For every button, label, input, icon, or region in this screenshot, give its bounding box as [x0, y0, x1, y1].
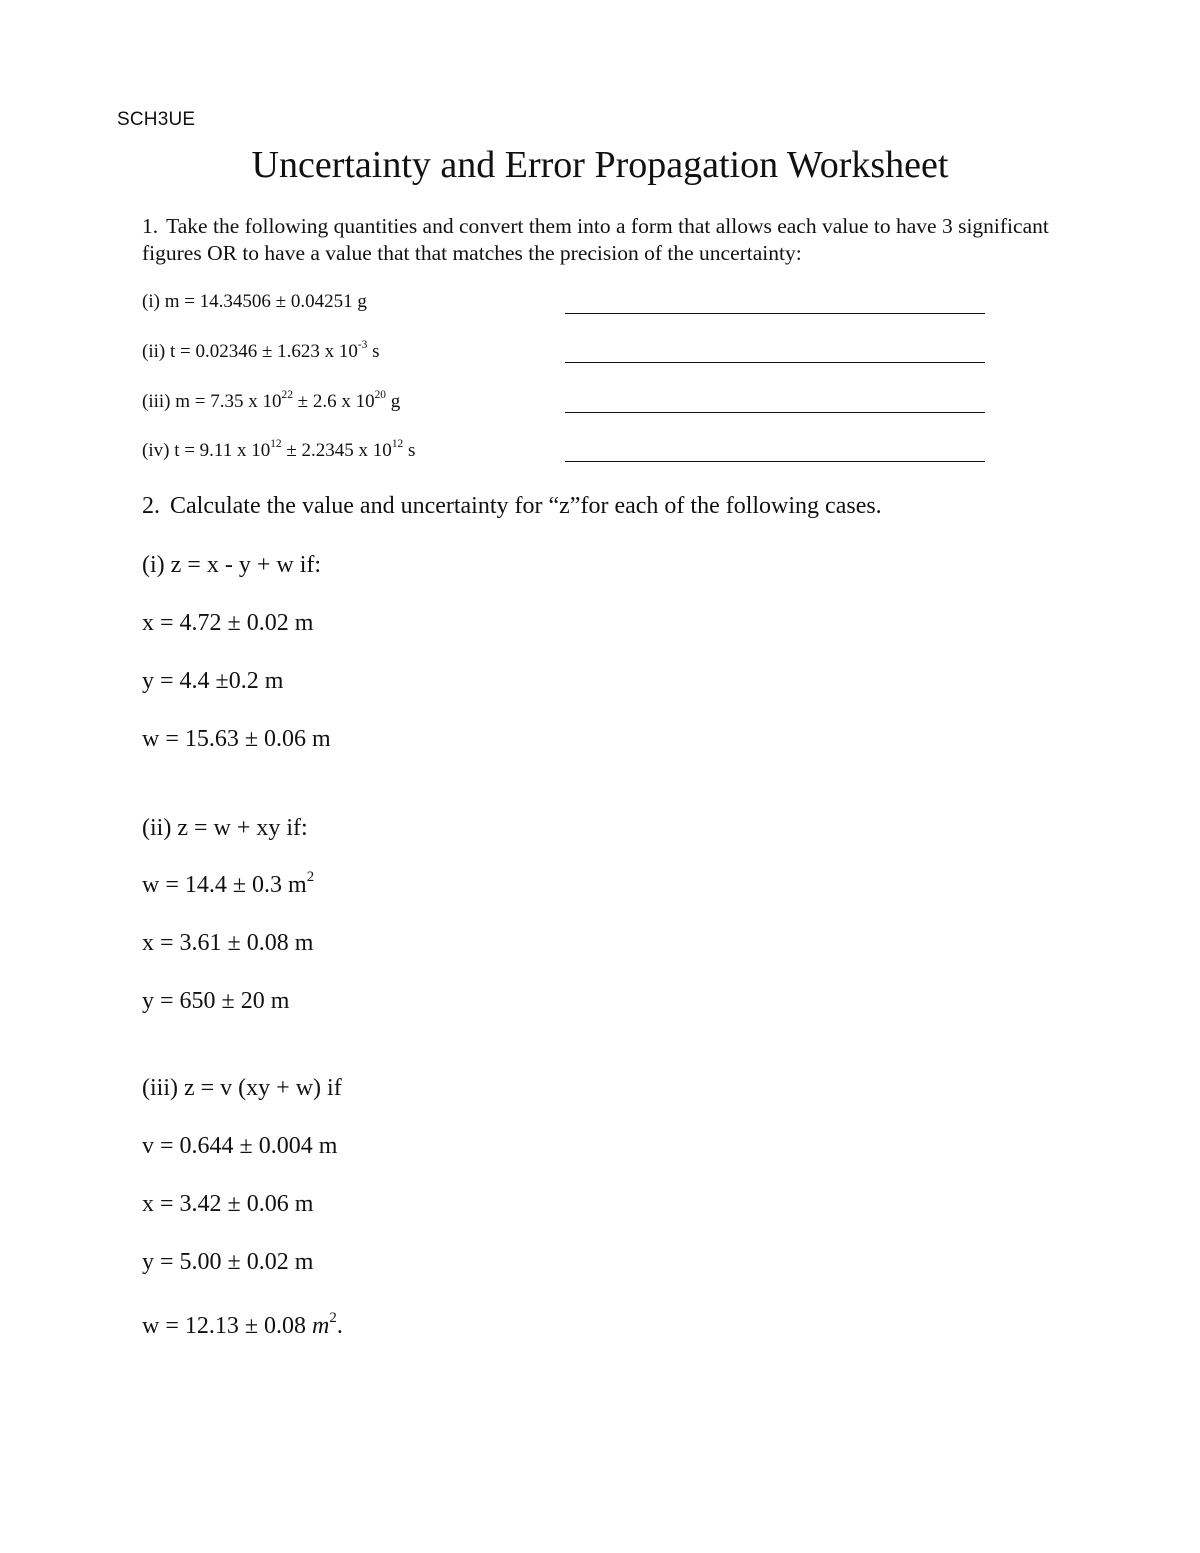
q1-item-ii: (ii) t = 0.02346 ± 1.623 x $10^{-3}$ s: [142, 338, 380, 362]
part-iii-line-x: x = 3.42 ± 0.06 m: [142, 1191, 314, 1217]
part-i-line-x: x = 4.72 ± 0.02 m: [142, 610, 314, 636]
part-i-heading: (i) z = x - y + w if:: [142, 552, 322, 578]
question-1-text: Take the following quantities and convert them into a form that allows each value to have 3 significant figures OR to have a value that that matches the precision of the uncertainty:: [142, 214, 1049, 265]
part-iii-heading: (iii) z = v (xy + w) if: [142, 1075, 342, 1101]
q1-item-i-answer-line[interactable]: [565, 313, 985, 314]
q1-item-iv-answer-line[interactable]: [565, 461, 985, 462]
part-iii-line-y: y = 5.00 ± 0.02 m: [142, 1249, 314, 1275]
q1-item-ii-answer-line[interactable]: [565, 362, 985, 363]
part-iii-line-w: w = 12.13 ± 0.08 $m^2$.: [142, 1309, 343, 1339]
question-2-number: 2.: [142, 493, 160, 519]
part-ii-line-y: y = 650 ± 20 m: [142, 988, 290, 1014]
q1-item-iii: (iii) m = 7.35 x $10^{22} \pm 2.6$ x $10^{20}$ g: [142, 388, 401, 412]
question-1-number: 1.: [142, 214, 159, 238]
q1-item-iii-answer-line[interactable]: [565, 412, 985, 413]
question-2-prompt: [142, 493, 882, 520]
page-title: Uncertainty and Error Propagation Worksheet: [251, 144, 949, 186]
part-iii-line-v: v = 0.644 ± 0.004 m: [142, 1133, 338, 1159]
course-code: SCH3UE: [117, 109, 196, 130]
q1-item-i: (i) m = 14.34506 ± 0.04251 g: [142, 291, 367, 312]
question-1-prompt: [142, 213, 1062, 267]
part-i-line-y: y = 4.4 ±0.2 m: [142, 668, 284, 694]
q1-item-iv: (iv) t = 9.11 x $10^{12} \pm 2.2345$ x $10^{12}$ s: [142, 437, 416, 461]
part-ii-line-x: x = 3.61 ± 0.08 m: [142, 930, 314, 956]
question-2-text: Calculate the value and uncertainty for “z”for each of the following cases.: [170, 493, 882, 519]
part-ii-line-w: w = 14.4 ± 0.3 $m^2$: [142, 868, 315, 898]
part-ii-heading: (ii) z = w + xy if:: [142, 815, 308, 841]
part-i-line-w: w = 15.63 ± 0.06 m: [142, 726, 331, 752]
